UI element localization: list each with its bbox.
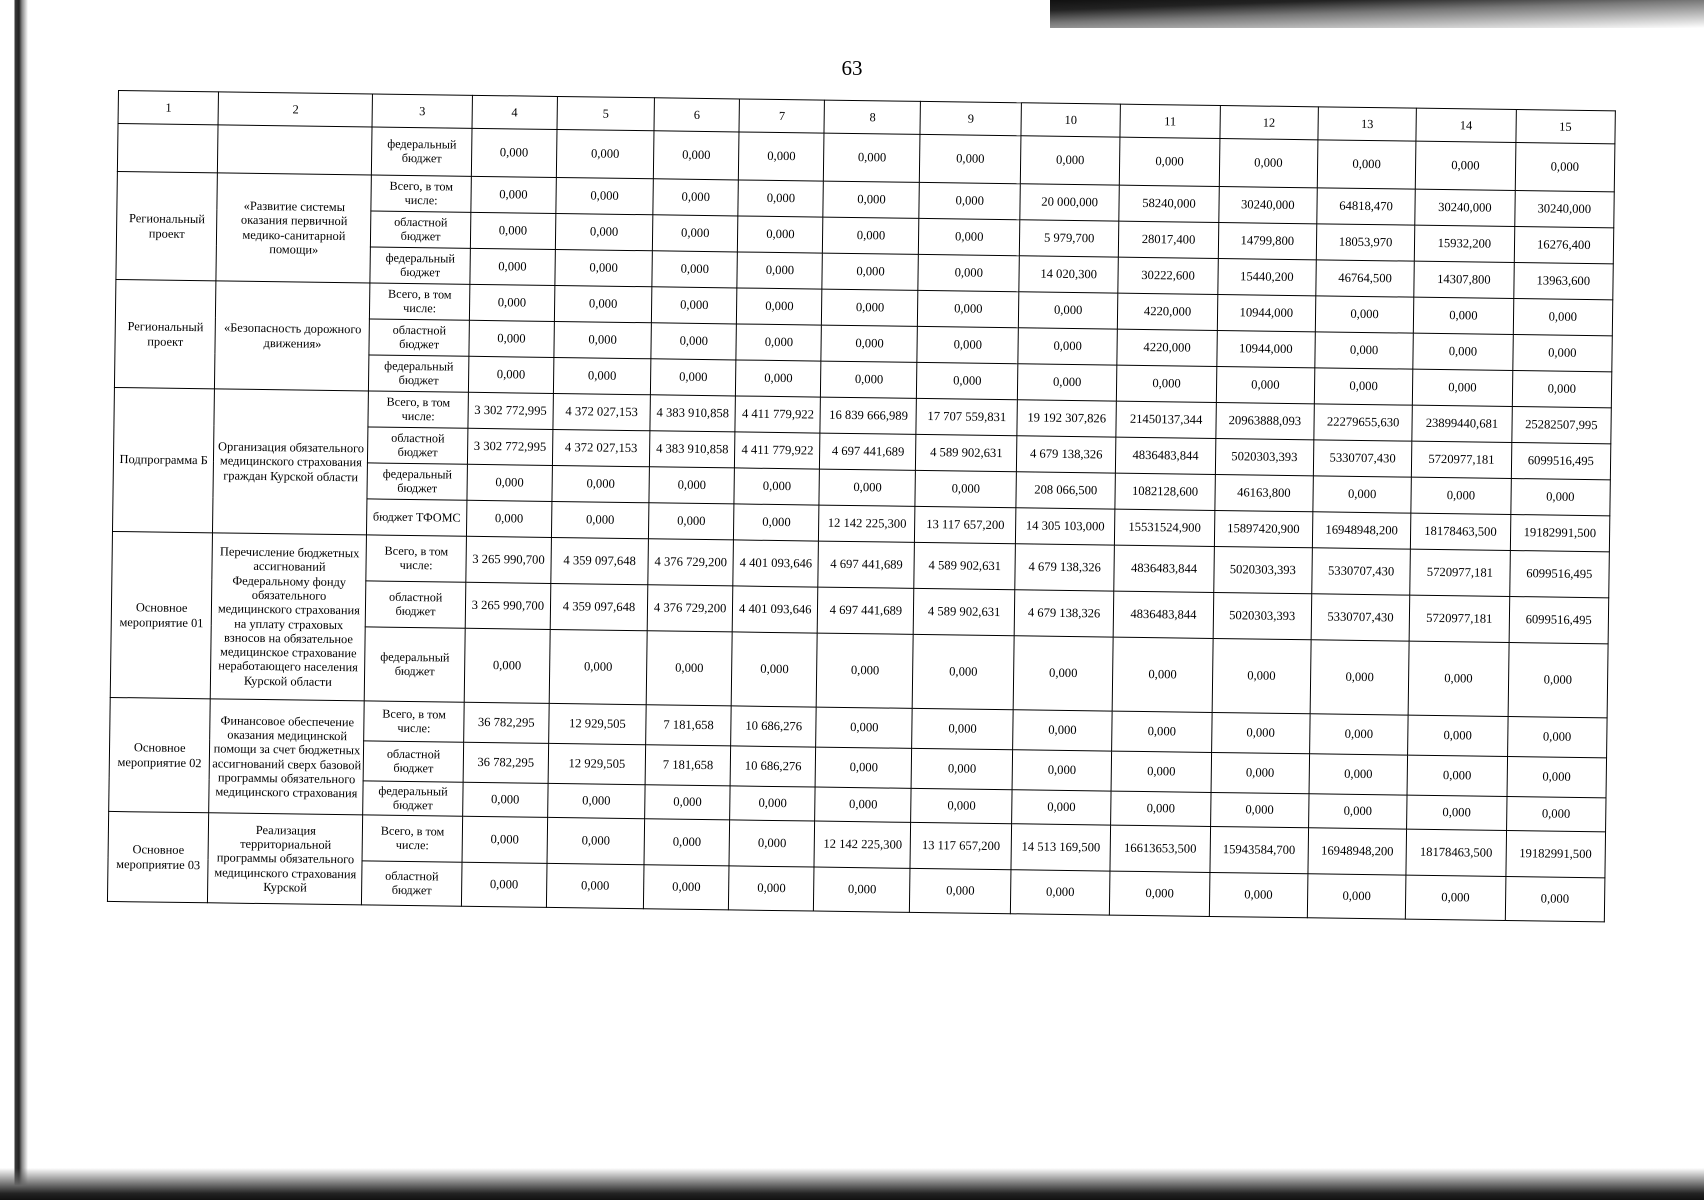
value-cell: 0,000: [546, 863, 644, 908]
value-cell: 0,000: [1406, 875, 1506, 920]
value-cell: 30222,600: [1118, 257, 1218, 294]
value-cell: 0,000: [470, 248, 556, 285]
value-cell: 5720977,181: [1412, 441, 1512, 478]
table-body: [107, 91, 1615, 922]
value-cell: 0,000: [1507, 716, 1607, 757]
value-cell: 0,000: [651, 287, 737, 324]
value-cell: 4220,000: [1117, 329, 1217, 366]
name-cell: Реализация территориальной программы обязательного медицинского страхования Курской: [208, 813, 363, 905]
value-cell: 19182991,500: [1505, 830, 1605, 877]
value-cell: 0,000: [645, 785, 731, 820]
value-cell: 12 929,505: [549, 703, 647, 744]
value-cell: 0,000: [1407, 795, 1507, 830]
header-cell: 2: [218, 92, 372, 127]
header-cell: 3: [372, 94, 472, 128]
header-cell: 6: [654, 98, 740, 132]
value-cell: 0,000: [1112, 711, 1212, 752]
value-cell: 4 359 097,648: [550, 583, 648, 630]
value-cell: 0,000: [1018, 292, 1118, 329]
value-cell: 0,000: [822, 253, 919, 290]
value-cell: 10944,000: [1216, 330, 1315, 367]
value-cell: 0,000: [469, 284, 555, 321]
header-cell: 9: [920, 101, 1021, 135]
value-cell: 0,000: [1110, 871, 1210, 916]
value-cell: 0,000: [646, 631, 732, 706]
value-cell: 0,000: [816, 707, 913, 748]
value-cell: 0,000: [649, 467, 735, 504]
value-cell: 6099516,495: [1511, 443, 1611, 480]
value-cell: 5020303,393: [1213, 546, 1312, 593]
value-cell: 4 401 093,646: [733, 540, 819, 587]
value-cell: 0,000: [823, 181, 920, 218]
value-cell: 0,000: [549, 629, 647, 704]
value-cell: 0,000: [1505, 876, 1605, 921]
value-cell: 0,000: [1413, 297, 1513, 334]
value-cell: 0,000: [467, 464, 553, 501]
value-cell: 0,000: [738, 180, 824, 217]
value-cell: 0,000: [814, 867, 911, 912]
value-cell: 0,000: [471, 128, 557, 177]
name-cell: [218, 125, 373, 175]
value-cell: 21450137,344: [1116, 401, 1216, 438]
value-cell: 3 302 772,995: [468, 392, 554, 429]
page-number: 63: [841, 56, 863, 80]
value-cell: 0,000: [1013, 636, 1113, 711]
value-cell: 0,000: [1507, 756, 1607, 797]
value-cell: 0,000: [739, 132, 825, 181]
value-cell: 3 265 990,700: [466, 536, 552, 583]
value-cell: 0,000: [919, 182, 1020, 219]
value-cell: 10 686,276: [731, 706, 817, 747]
value-cell: 25282507,995: [1511, 407, 1611, 444]
funding-source-cell: областной бюджет: [362, 861, 462, 906]
value-cell: 0,000: [819, 469, 916, 506]
value-cell: 0,000: [1314, 368, 1413, 405]
value-cell: 0,000: [1508, 642, 1608, 717]
value-cell: 17 707 559,831: [916, 398, 1017, 435]
value-cell: 0,000: [1411, 477, 1511, 514]
value-cell: 0,000: [730, 786, 816, 821]
value-cell: 0,000: [1512, 335, 1612, 372]
value-cell: 16276,400: [1514, 227, 1614, 264]
value-cell: 0,000: [919, 218, 1020, 255]
budget-table-container: [107, 90, 1616, 922]
value-cell: 0,000: [643, 865, 729, 910]
value-cell: 4 679 138,326: [1015, 544, 1115, 591]
funding-source-cell: Всего, в том числе:: [368, 391, 468, 428]
value-cell: 4836483,844: [1114, 545, 1214, 592]
program-cell: [117, 124, 218, 173]
value-cell: 0,000: [734, 504, 820, 541]
header-cell: 13: [1318, 107, 1417, 141]
value-cell: 4 589 902,631: [914, 542, 1015, 589]
name-cell: «Безопасность дорожного движения»: [215, 281, 370, 391]
value-cell: 0,000: [734, 468, 820, 505]
funding-source-cell: федеральный бюджет: [370, 247, 470, 284]
funding-source-cell: областной бюджет: [364, 741, 464, 782]
value-cell: 0,000: [1012, 750, 1112, 791]
value-cell: 6099516,495: [1509, 596, 1609, 643]
value-cell: 10944,000: [1217, 294, 1316, 331]
value-cell: 0,000: [1017, 364, 1117, 401]
value-cell: 0,000: [554, 285, 652, 322]
value-cell: 12 142 225,300: [814, 821, 911, 868]
funding-source-cell: областной бюджет: [368, 427, 468, 464]
value-cell: 0,000: [553, 357, 651, 394]
program-cell: Основное мероприятие 01: [110, 531, 213, 698]
value-cell: 16948948,200: [1308, 828, 1407, 875]
value-cell: 0,000: [1013, 710, 1113, 751]
funding-source-cell: федеральный бюджет: [363, 781, 463, 816]
value-cell: 0,000: [470, 212, 556, 249]
value-cell: 0,000: [823, 217, 920, 254]
value-cell: 0,000: [471, 176, 557, 213]
value-cell: 14799,800: [1218, 222, 1317, 259]
value-cell: 0,000: [1111, 791, 1211, 826]
value-cell: 6099516,495: [1509, 550, 1609, 597]
value-cell: 0,000: [1216, 366, 1315, 403]
value-cell: 0,000: [556, 177, 654, 214]
value-cell: 0,000: [912, 708, 1013, 749]
value-cell: 4 376 729,200: [647, 585, 733, 632]
value-cell: 7 181,658: [645, 745, 731, 786]
value-cell: 4 383 910,858: [650, 431, 736, 468]
value-cell: 4 376 729,200: [648, 539, 734, 586]
header-cell: 4: [472, 95, 558, 129]
scan-edge-bottom: [0, 1168, 1704, 1200]
value-cell: 0,000: [729, 866, 815, 911]
value-cell: 0,000: [822, 289, 919, 326]
funding-source-cell: федеральный бюджет: [365, 627, 465, 702]
value-cell: 4 697 441,689: [818, 541, 915, 588]
value-cell: 0,000: [917, 326, 1018, 363]
value-cell: 0,000: [1211, 752, 1310, 793]
value-cell: 0,000: [917, 362, 1018, 399]
value-cell: 16613653,500: [1110, 825, 1210, 872]
value-cell: 19 192 307,826: [1017, 400, 1117, 437]
value-cell: 0,000: [1510, 478, 1610, 515]
value-cell: 0,000: [1513, 299, 1613, 336]
value-cell: 0,000: [1117, 365, 1217, 402]
value-cell: 0,000: [547, 817, 645, 864]
funding-source-cell: Всего, в том числе:: [370, 283, 470, 320]
value-cell: 0,000: [466, 500, 552, 537]
value-cell: 4220,000: [1118, 293, 1218, 330]
name-cell: «Развитие системы оказания первичной медико-санитарной помощи»: [216, 173, 371, 283]
value-cell: 0,000: [462, 816, 548, 863]
value-cell: 0,000: [736, 324, 822, 361]
value-cell: 30240,000: [1415, 189, 1515, 226]
funding-source-cell: Всего, в том числе:: [364, 701, 464, 742]
funding-source-cell: федеральный бюджет: [372, 127, 472, 176]
value-cell: 5720977,181: [1409, 595, 1509, 642]
value-cell: 14 305 103,000: [1015, 508, 1115, 545]
value-cell: 0,000: [1012, 790, 1112, 825]
value-cell: 0,000: [1309, 754, 1408, 795]
value-cell: 4 411 779,922: [735, 432, 821, 469]
value-cell: 5020303,393: [1215, 438, 1314, 475]
value-cell: 46163,800: [1215, 474, 1314, 511]
value-cell: 0,000: [652, 251, 738, 288]
value-cell: 0,000: [1315, 296, 1414, 333]
value-cell: 13 117 657,200: [910, 822, 1011, 869]
program-cell: Региональный проект: [114, 279, 216, 388]
header-cell: 14: [1416, 108, 1516, 142]
value-cell: 0,000: [1413, 369, 1513, 406]
funding-source-cell: федеральный бюджет: [369, 355, 469, 392]
value-cell: 0,000: [649, 503, 735, 540]
program-cell: Региональный проект: [116, 171, 218, 280]
value-cell: 10 686,276: [730, 746, 816, 787]
value-cell: 0,000: [1315, 332, 1414, 369]
value-cell: 30240,000: [1514, 191, 1614, 228]
funding-source-cell: Всего, в том числе:: [362, 815, 462, 862]
value-cell: 0,000: [737, 252, 823, 289]
program-cell: Подпрограмма Б: [112, 387, 214, 532]
header-cell: 10: [1021, 103, 1121, 137]
value-cell: 15932,200: [1414, 225, 1514, 262]
value-cell: 5330707,430: [1312, 548, 1411, 595]
value-cell: 18178463,500: [1406, 829, 1506, 876]
value-cell: 0,000: [461, 862, 547, 907]
value-cell: 19182991,500: [1510, 514, 1610, 551]
value-cell: 0,000: [729, 820, 815, 867]
value-cell: 4 411 779,922: [735, 396, 821, 433]
program-cell: Основное мероприятие 02: [109, 697, 211, 812]
value-cell: 0,000: [913, 634, 1014, 709]
value-cell: 0,000: [1018, 328, 1118, 365]
value-cell: 3 302 772,995: [467, 428, 553, 465]
value-cell: 20963888,093: [1216, 402, 1315, 439]
value-cell: 208 066,500: [1016, 472, 1116, 509]
value-cell: 0,000: [462, 782, 548, 817]
funding-source-cell: областной бюджет: [366, 581, 466, 628]
value-cell: 30240,000: [1218, 186, 1317, 223]
value-cell: 0,000: [1307, 874, 1406, 919]
value-cell: 4836483,844: [1116, 437, 1216, 474]
value-cell: 0,000: [1408, 715, 1508, 756]
value-cell: 0,000: [815, 787, 912, 822]
funding-source-cell: областной бюджет: [369, 319, 469, 356]
value-cell: 4 372 027,153: [553, 393, 651, 430]
value-cell: 36 782,295: [463, 742, 549, 783]
header-cell: 15: [1515, 110, 1615, 144]
value-cell: 0,000: [1219, 139, 1318, 188]
funding-source-cell: федеральный бюджет: [367, 463, 467, 500]
value-cell: 58240,000: [1119, 185, 1219, 222]
value-cell: 0,000: [1310, 640, 1409, 715]
value-cell: 4 372 027,153: [552, 429, 650, 466]
value-cell: 0,000: [554, 321, 652, 358]
value-cell: 4 589 902,631: [916, 434, 1017, 471]
value-cell: 0,000: [555, 249, 653, 286]
value-cell: 4 359 097,648: [551, 537, 649, 584]
value-cell: 18053,970: [1316, 224, 1415, 261]
value-cell: 18178463,500: [1411, 513, 1511, 550]
value-cell: 13 117 657,200: [915, 506, 1016, 543]
value-cell: 0,000: [1407, 755, 1507, 796]
value-cell: 0,000: [817, 633, 914, 708]
value-cell: 0,000: [551, 501, 649, 538]
value-cell: 0,000: [824, 133, 921, 182]
name-cell: Перечисление бюджетных ассигнований Федеральному фонду обязательного медицинского страхования на уплату страховых взносов на обязательное медицинское страхование неработающего населения Курской области: [211, 533, 367, 701]
value-cell: 0,000: [556, 129, 654, 178]
value-cell: 0,000: [915, 470, 1016, 507]
value-cell: 0,000: [815, 747, 912, 788]
value-cell: 0,000: [918, 290, 1019, 327]
value-cell: 0,000: [821, 325, 918, 362]
value-cell: 5720977,181: [1410, 549, 1510, 596]
value-cell: 0,000: [653, 179, 739, 216]
funding-source-cell: бюджет ТФОМС: [367, 499, 467, 536]
value-cell: 0,000: [1120, 137, 1220, 186]
value-cell: 46764,500: [1316, 260, 1415, 297]
scan-edge-top: [1050, 0, 1704, 28]
value-cell: 0,000: [912, 748, 1013, 789]
value-cell: 36 782,295: [463, 702, 549, 743]
value-cell: 5330707,430: [1313, 440, 1412, 477]
value-cell: 4 697 441,689: [820, 433, 917, 470]
value-cell: 0,000: [737, 288, 823, 325]
value-cell: 14 020,300: [1019, 256, 1119, 293]
scan-edge-left: [0, 0, 30, 1200]
value-cell: 0,000: [1010, 870, 1110, 915]
value-cell: 0,000: [650, 359, 736, 396]
value-cell: 0,000: [736, 360, 822, 397]
value-cell: 0,000: [1506, 796, 1606, 831]
header-cell: 12: [1220, 106, 1319, 140]
value-cell: 0,000: [1317, 140, 1416, 189]
value-cell: 0,000: [548, 783, 646, 818]
funding-source-cell: Всего, в том числе:: [371, 175, 471, 212]
value-cell: 0,000: [555, 213, 653, 250]
value-cell: 5020303,393: [1213, 592, 1312, 639]
value-cell: 0,000: [821, 361, 918, 398]
value-cell: 15440,200: [1217, 258, 1316, 295]
value-cell: 0,000: [1313, 476, 1412, 513]
value-cell: 0,000: [468, 356, 554, 393]
value-cell: 0,000: [1309, 714, 1408, 755]
value-cell: 4 383 910,858: [650, 395, 736, 432]
value-cell: 13963,600: [1513, 263, 1613, 300]
value-cell: 4 589 902,631: [914, 588, 1015, 635]
value-cell: 0,000: [1413, 333, 1513, 370]
value-cell: 0,000: [1210, 792, 1309, 827]
header-cell: 8: [824, 100, 921, 134]
value-cell: 4 697 441,689: [818, 587, 915, 634]
value-cell: 7 181,658: [646, 705, 732, 746]
value-cell: 20 000,000: [1020, 184, 1120, 221]
value-cell: 0,000: [920, 134, 1021, 183]
value-cell: 15943584,700: [1210, 826, 1309, 873]
header-cell: 5: [557, 96, 655, 130]
value-cell: 12 929,505: [548, 743, 646, 784]
value-cell: 3 265 990,700: [465, 582, 551, 629]
header-cell: 1: [118, 91, 219, 125]
value-cell: 14 513 169,500: [1011, 824, 1111, 871]
value-cell: 0,000: [651, 323, 737, 360]
header-cell: 11: [1120, 104, 1220, 138]
budget-table: [107, 90, 1616, 922]
value-cell: 0,000: [918, 254, 1019, 291]
value-cell: 15531524,900: [1115, 509, 1215, 546]
value-cell: 0,000: [644, 819, 730, 866]
value-cell: 0,000: [1111, 751, 1211, 792]
value-cell: 5330707,430: [1311, 594, 1410, 641]
value-cell: 0,000: [911, 788, 1012, 823]
value-cell: 0,000: [1211, 712, 1310, 753]
value-cell: 0,000: [652, 215, 738, 252]
value-cell: 16 839 666,989: [820, 397, 917, 434]
value-cell: 0,000: [1512, 371, 1612, 408]
value-cell: 4836483,844: [1113, 591, 1213, 638]
value-cell: 4 679 138,326: [1016, 436, 1116, 473]
value-cell: 0,000: [1020, 136, 1120, 185]
value-cell: 0,000: [738, 216, 824, 253]
value-cell: 64818,470: [1317, 188, 1416, 225]
value-cell: 15897420,900: [1214, 510, 1313, 547]
value-cell: 4 401 093,646: [732, 586, 818, 633]
value-cell: 12 142 225,300: [819, 505, 916, 542]
name-cell: Организация обязательного медицинского страхования граждан Курской области: [213, 389, 369, 535]
value-cell: 0,000: [1212, 638, 1311, 713]
value-cell: 0,000: [1308, 794, 1407, 829]
value-cell: 0,000: [1515, 143, 1615, 192]
value-cell: 0,000: [910, 868, 1011, 913]
program-cell: Основное мероприятие 03: [107, 811, 209, 902]
name-cell: Финансовое обеспечение оказания медицинской помощи за счет бюджетных ассигнований сверх базовой программы обязательного медицинского страхования: [209, 699, 364, 815]
value-cell: 0,000: [653, 131, 739, 180]
value-cell: 23899440,681: [1412, 405, 1512, 442]
funding-source-cell: областной бюджет: [371, 211, 471, 248]
value-cell: 0,000: [1112, 637, 1212, 712]
value-cell: 1082128,600: [1115, 473, 1215, 510]
value-cell: 0,000: [1408, 641, 1508, 716]
value-cell: 5 979,700: [1019, 220, 1119, 257]
value-cell: 4 679 138,326: [1014, 590, 1114, 637]
value-cell: 0,000: [1209, 872, 1308, 917]
value-cell: 0,000: [469, 320, 555, 357]
value-cell: 14307,800: [1414, 261, 1514, 298]
value-cell: 28017,400: [1119, 221, 1219, 258]
value-cell: 22279655,630: [1314, 404, 1413, 441]
value-cell: 0,000: [552, 465, 650, 502]
value-cell: 0,000: [731, 632, 817, 707]
header-cell: 7: [739, 99, 825, 133]
value-cell: 0,000: [464, 628, 550, 703]
funding-source-cell: Всего, в том числе:: [366, 535, 466, 582]
value-cell: 16948948,200: [1312, 512, 1411, 549]
value-cell: 0,000: [1415, 141, 1515, 190]
